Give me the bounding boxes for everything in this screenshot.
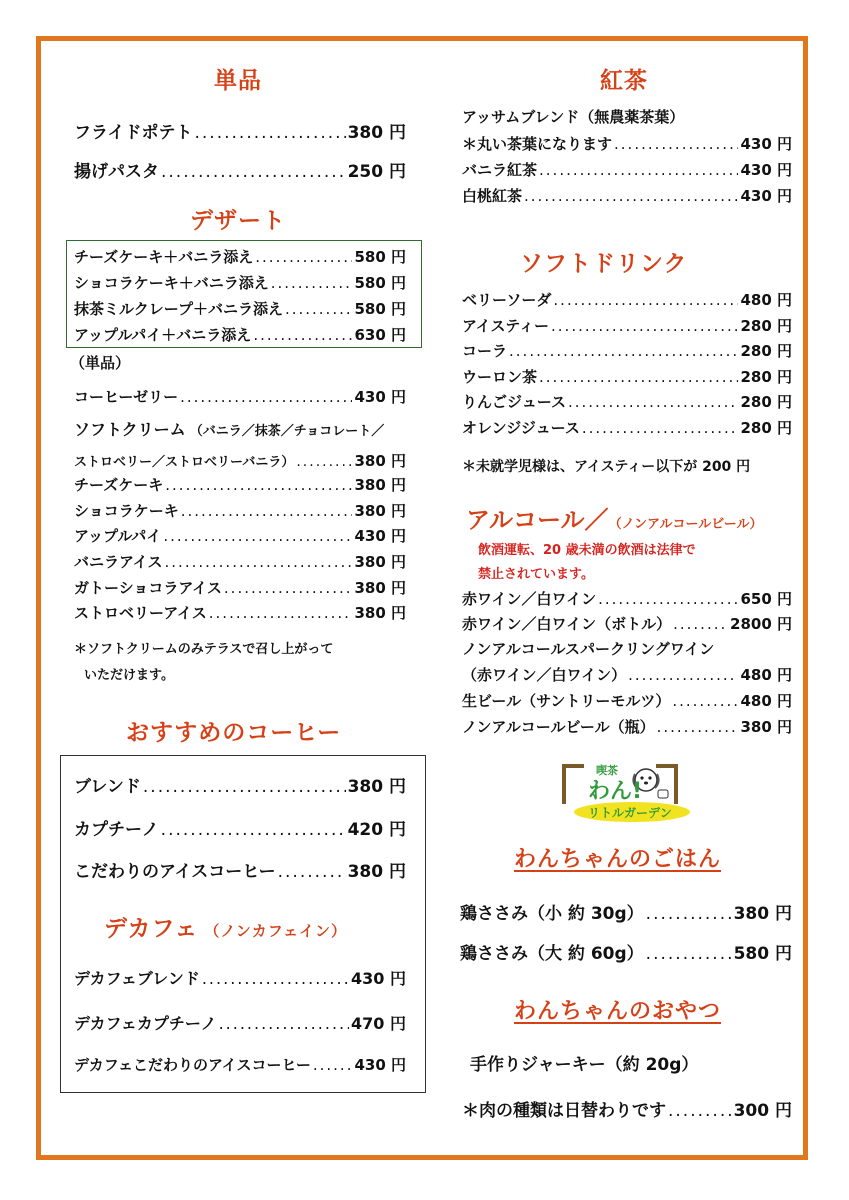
menu-item: チーズケーキ＋バニラ添え ..... 580 円 [74, 246, 406, 267]
cafe-logo [560, 760, 690, 826]
logo-small-text: 喫茶 [596, 764, 618, 777]
menu-item: カプチーノ ..... 420 円 [74, 815, 406, 840]
decaf-label: デカフェ [104, 916, 199, 942]
alcohol-sub: （ノンアルコールビール） [608, 517, 763, 532]
menu-item: ＊肉の種類は日替わりです ..... 300 円 [462, 1096, 792, 1121]
logo-banner-text: リトルガーデン [588, 806, 672, 820]
softcream-label: ソフトクリーム [74, 420, 186, 439]
menu-item: ショコラケーキ＋バニラ添え ..... 580 円 [74, 272, 406, 293]
menu-item: オレンジジュース ..... 280 円 [462, 417, 792, 438]
heading-decaf [104, 910, 347, 943]
menu-item: 生ビール（サントリーモルツ） ..... 480 円 [462, 690, 792, 711]
sparkling-title: ノンアルコールスパークリングワイン [462, 640, 715, 658]
menu-item: ノンアルコールビール（瓶） ..... 380 円 [462, 716, 792, 737]
menu-item: 鶏ささみ（大 約 60g） ..... 580 円 [460, 939, 792, 964]
menu-item: （赤ワイン／白ワイン） ..... 480 円 [462, 664, 792, 685]
child-price-note: ＊未就学児様は、アイスティー以下が 200 円 [462, 459, 751, 475]
menu-item: ベリーソーダ ..... 480 円 [462, 289, 792, 310]
alcohol-warning-2: 禁止されています。 [478, 567, 594, 582]
decaf-sub: （ノンカフェイン） [204, 922, 348, 940]
menu-item: コーヒーゼリー ..... 430 円 [74, 386, 406, 407]
menu-item: バニラ紅茶 ..... 430 円 [462, 159, 792, 180]
menu-item: ストロベリー／ストロベリーバニラ） ..... 380 円 [74, 450, 406, 471]
menu-item: 白桃紅茶 ..... 430 円 [462, 185, 792, 206]
menu-item: 抹茶ミルクレープ＋バニラ添え ..... 580 円 [74, 298, 406, 319]
menu-item: 赤ワイン／白ワイン ..... 650 円 [462, 588, 792, 609]
softcream-title [74, 417, 384, 440]
menu-item: ＊丸い茶葉になります ..... 430 円 [462, 133, 792, 154]
menu-item: ショコラケーキ ..... 380 円 [74, 500, 406, 521]
menu-item: デカフェブレンド ..... 430 円 [74, 966, 406, 989]
menu-item: バニラアイス ..... 380 円 [74, 551, 406, 572]
heading-soft-drink: ソフトドリンク [520, 251, 688, 277]
menu-item: ストロベリーアイス ..... 380 円 [74, 602, 406, 623]
menu-item: フライドポテト ..... 380 円 [74, 118, 406, 143]
alcohol-warning: 飲酒運転、20 歳未満の飲酒は法律で [478, 543, 696, 558]
menu-item: デカフェこだわりのアイスコーヒー ..... 430 円 [74, 1054, 406, 1075]
jerky-title: 手作りジャーキー（約 20g） [470, 1055, 699, 1075]
menu-item: デカフェカプチーノ ..... 470 円 [74, 1011, 406, 1034]
heading-coffee: おすすめのコーヒー [126, 720, 342, 746]
menu-item: チーズケーキ ..... 380 円 [74, 474, 406, 495]
menu-item: アップルパイ＋バニラ添え ..... 630 円 [74, 324, 406, 345]
heading-tea: 紅茶 [600, 68, 648, 94]
menu-item: 鶏ささみ（小 約 30g） ..... 380 円 [460, 899, 792, 924]
heading-dessert: デザート [190, 208, 286, 234]
menu-item: 赤ワイン／白ワイン（ボトル） ..... 2800 円 [462, 613, 792, 634]
heading-dog-food: わんちゃんのごはん [514, 847, 722, 872]
heading-dog-snack: わんちゃんのおやつ [514, 999, 722, 1024]
menu-item: アップルパイ ..... 430 円 [74, 525, 406, 546]
logo-main-text: わん! [588, 779, 643, 804]
softcream-note-2: いただけます。 [84, 668, 174, 683]
menu-item: ウーロン茶 ..... 280 円 [462, 366, 792, 387]
menu-item: アイスティー ..... 280 円 [462, 315, 792, 336]
softcream-note: ＊ソフトクリームのみテラスで召し上がって [74, 642, 334, 657]
menu-item: ガトーショコラアイス ..... 380 円 [74, 577, 406, 598]
menu-item: こだわりのアイスコーヒー ..... 380 円 [74, 857, 406, 882]
menu-item: ブレンド ..... 380 円 [74, 772, 406, 797]
heading-tanpin: 単品 [214, 68, 262, 94]
menu-item: りんごジュース ..... 280 円 [462, 391, 792, 412]
menu-item: 揚げパスタ ..... 250 円 [74, 157, 406, 182]
heading-alcohol [466, 500, 762, 535]
assam-title: アッサムブレンド（無農薬茶葉） [462, 108, 685, 126]
menu-item: コーラ ..... 280 円 [462, 340, 792, 361]
dessert-subheading: （単品） [70, 354, 131, 372]
alcohol-label: アルコール／ [466, 506, 609, 534]
softcream-flavors: （バニラ／抹茶／チョコレート／ [189, 424, 385, 439]
